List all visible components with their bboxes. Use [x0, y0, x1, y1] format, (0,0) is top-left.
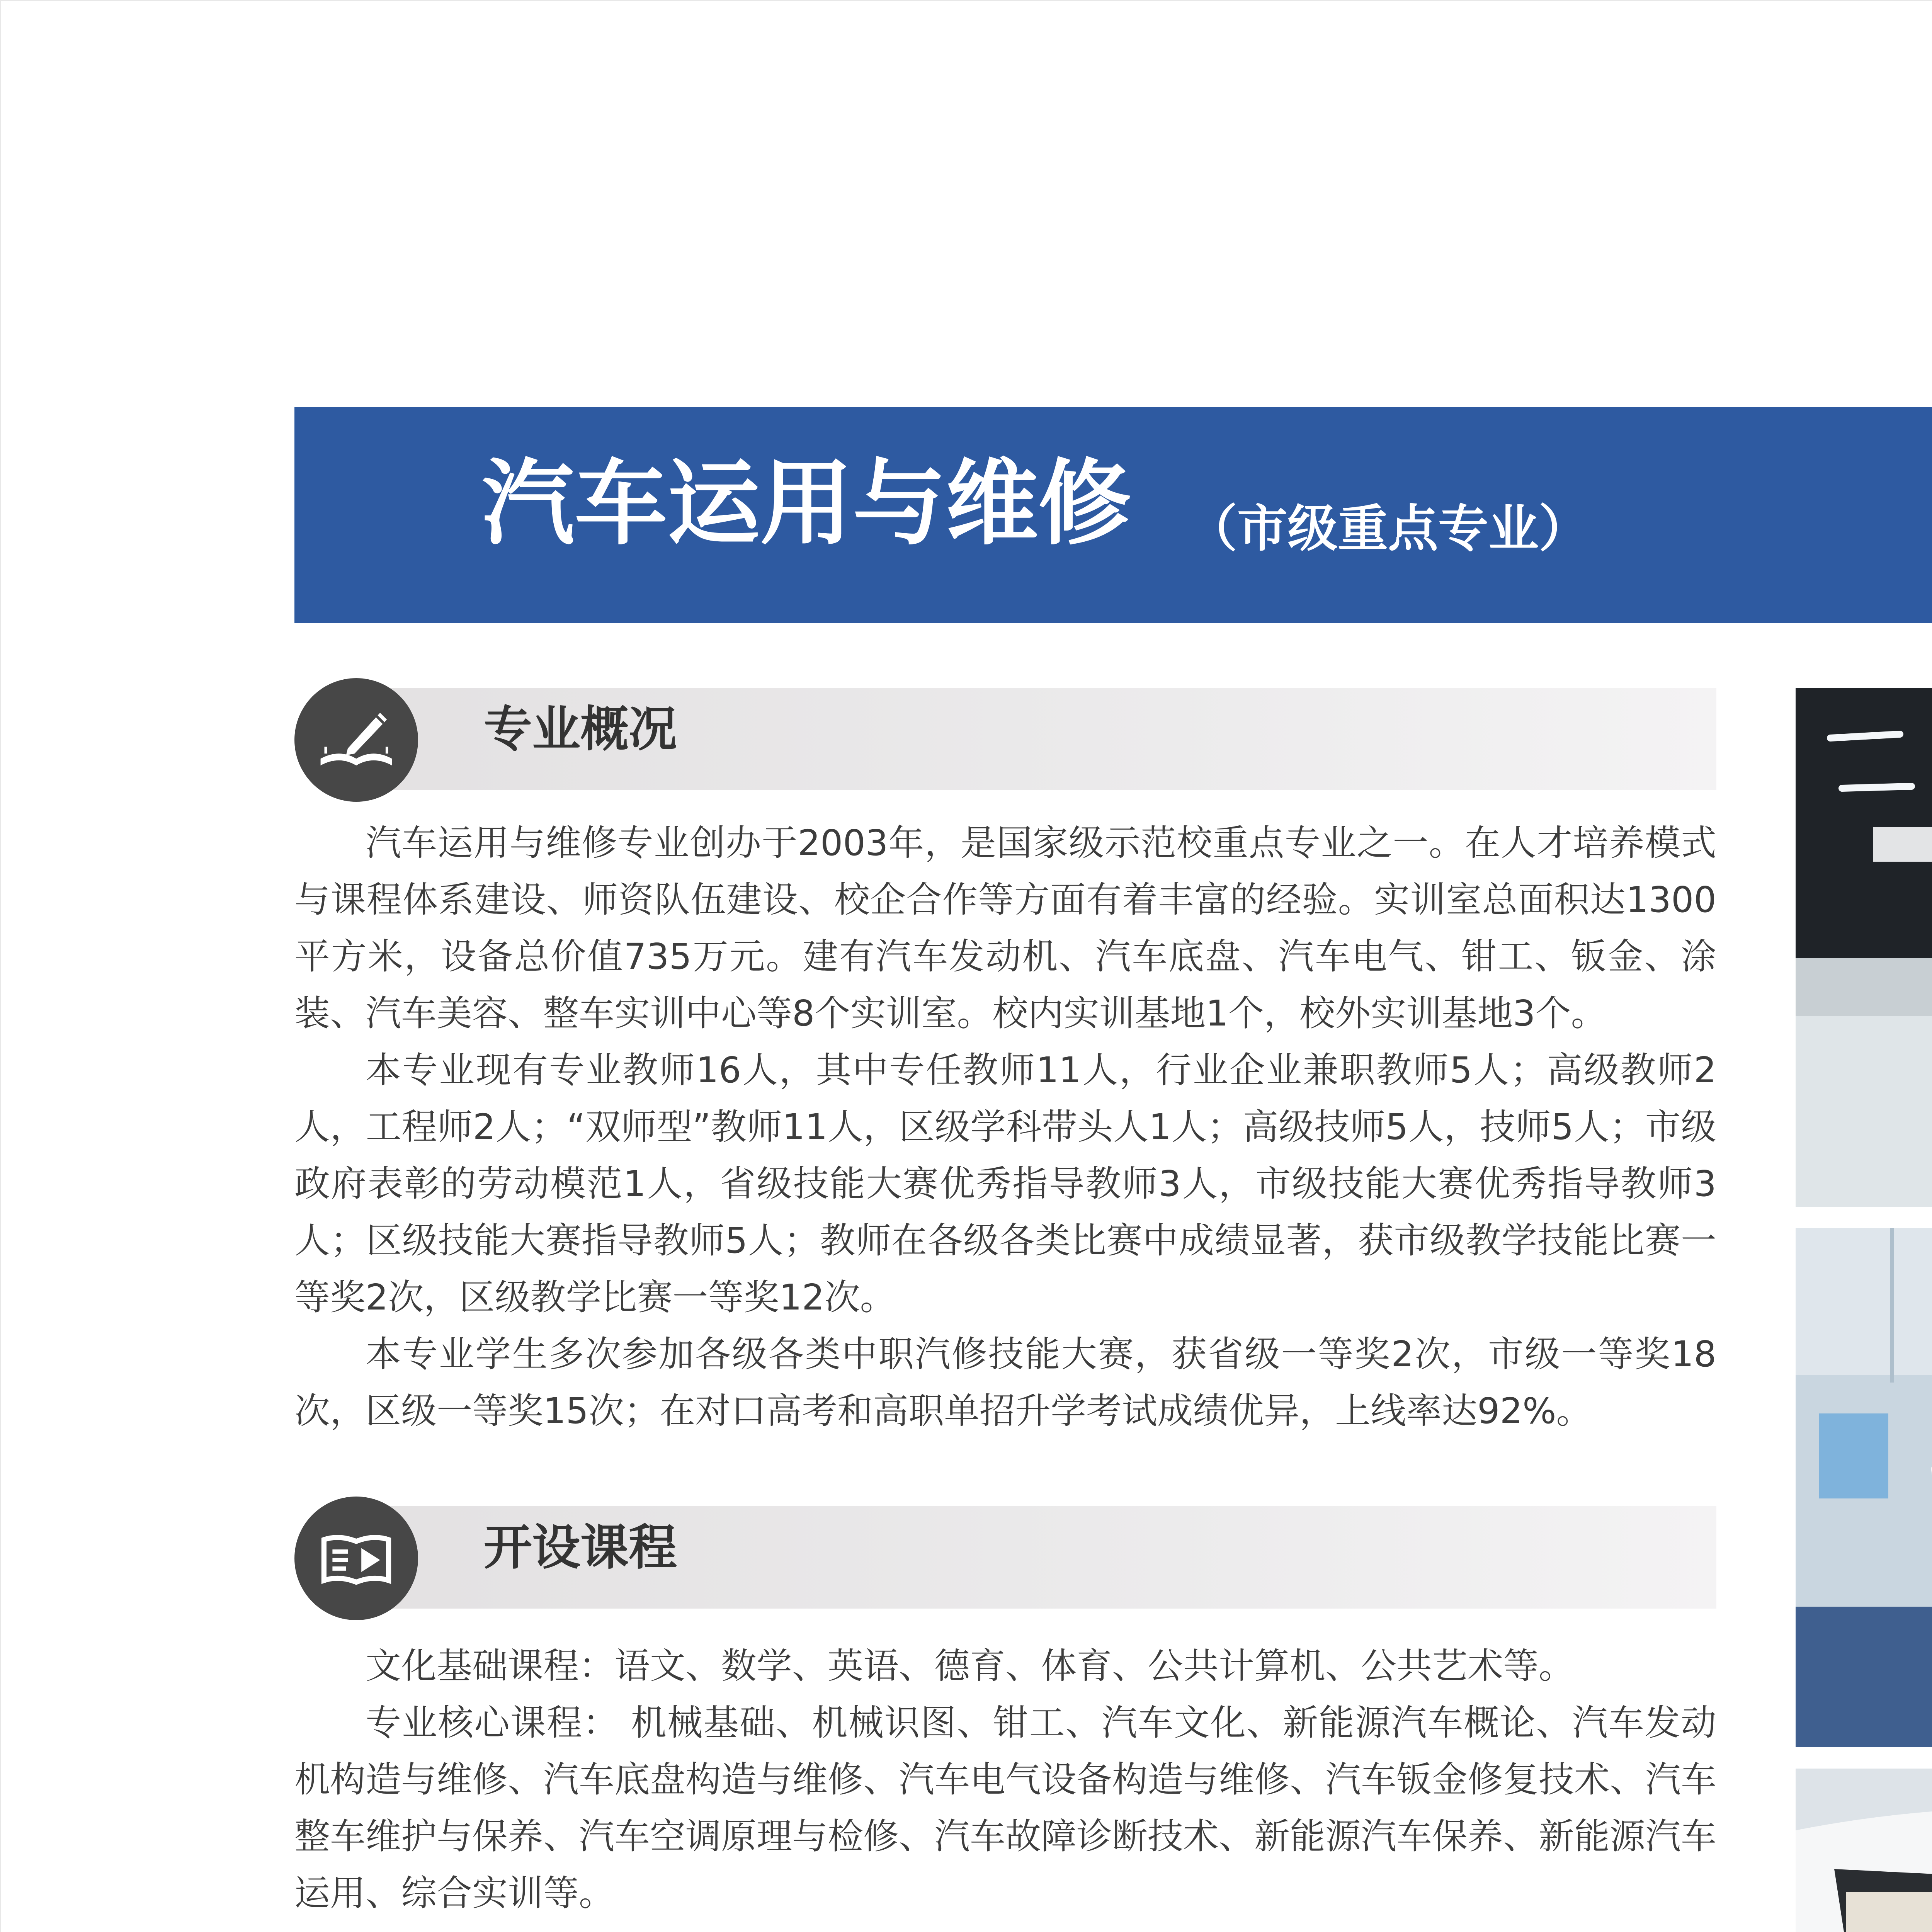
paragraph: 本专业现有专业教师16人，其中专任教师11人，行业企业兼职教师5人；高级教师2人，工程师2人；“双师型”教师11人，区级学科带头人1人；高级技师5人，技师5人；市级政府表彰的劳动模范1人，省级技能大赛优秀指导教师3人，市级技能大赛优秀指导教师3人；区级技能大赛指导教师5人；教师在各级各类比赛中成绩显著，获市级教学技能比赛一等奖2次，区级教学比赛一等奖12次。 [294, 1049, 1716, 1318]
open-book-play-icon [294, 1497, 418, 1620]
students-in-car-photo [1796, 1769, 1932, 1932]
paragraph: 专业核心课程： 机械基础、机械识图、钳工、汽车文化、新能源汽车概论、汽车发动机构造与维修、汽车底盘构造与维修、汽车电气设备构造与维修、汽车钣金修复技术、汽车整车维护与保养、汽车空调原理与检修、汽车故障诊断技术、新能源汽车保养、新能源汽车运用、综合实训等。 [294, 1702, 1717, 1914]
page-title: 汽车运用与维修 [482, 449, 1131, 558]
students-repairing-photo [1796, 1228, 1932, 1747]
section-header-courses [294, 1497, 1716, 1620]
overview-text [294, 815, 1716, 1439]
workshop-photo [1796, 688, 1932, 1207]
title-banner [294, 407, 1932, 623]
section-header-overview [294, 678, 1716, 802]
paragraph: 文化基础课程：语文、数学、英语、德育、体育、公共计算机、公共艺术等。 [366, 1645, 1575, 1687]
section-title: 专业概况 [484, 701, 677, 757]
pen-book-icon [294, 678, 418, 802]
courses-text [294, 1638, 1716, 1922]
paragraph: 汽车运用与维修专业创办于2003年，是国家级示范校重点专业之一。在人才培养模式与课程体系建设、师资队伍建设、校企合作等方面有着丰富的经验。实训室总面积达1300平方米，设备总价值735万元。建有汽车发动机、汽车底盘、汽车电气、钳工、钣金、涂装、汽车美容、整车实训中心等8个实训室。校内实训基地1个，校外实训基地3个。 [294, 822, 1716, 1034]
section-title: 开设课程 [484, 1520, 677, 1576]
page-subtitle: （市级重点专业） [1187, 499, 1589, 558]
paragraph: 本专业学生多次参加各级各类中职汽修技能大赛，获省级一等奖2次，市级一等奖18次，区级一等奖15次；在对口高考和高职单招升学考试成绩优异，上线率达92%。 [294, 1333, 1716, 1432]
